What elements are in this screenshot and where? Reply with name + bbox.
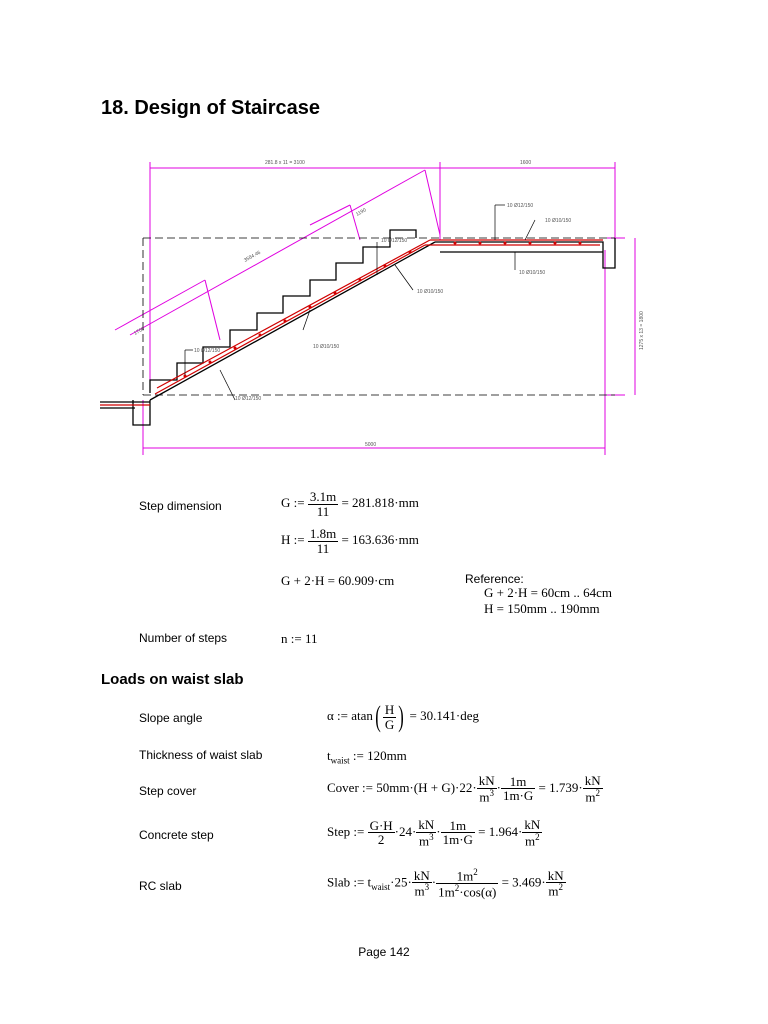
- formula-g-result: = 281.818·mm: [341, 495, 419, 511]
- cover-f1-den: m: [479, 788, 490, 804]
- step-dimension-label: Step dimension: [139, 499, 222, 513]
- dim-right: 1275 x 13 = 1800: [639, 311, 645, 350]
- page-title: 18. Design of Staircase: [101, 97, 320, 119]
- slab-f2-den-exp: 2: [454, 882, 460, 893]
- dim-top-left: 281.8 x 11 = 3100: [265, 160, 305, 166]
- step-frac-1: [416, 818, 436, 848]
- rebar-label: 10 Ø10/150: [545, 218, 572, 224]
- formula-g-lhs: G :=: [281, 495, 305, 511]
- thickness-formula: [327, 748, 407, 766]
- cover-result: = 1.739·: [538, 779, 583, 795]
- step-f0-num: G·H: [369, 817, 393, 833]
- slab-f2-num-exp: 2: [473, 867, 478, 877]
- step-f1-den: m: [418, 832, 430, 848]
- cover-f1-num: kN: [478, 773, 495, 788]
- concrete-step-formula: Step := $\frac{G\cdot H}{2}$ ·24· $\frac{kN}{m^3}$ · $\frac{1m}{1m\cdot G}$ = 1.964· $\frac{kN}{m^2}$: [327, 817, 541, 848]
- step-cover-label: Step cover: [139, 784, 197, 798]
- dim-slope-a: 1700: [133, 326, 146, 337]
- step-r-num: kN: [524, 817, 541, 832]
- step-f2-num: 1m: [441, 819, 475, 834]
- step-r-den: m: [524, 832, 536, 848]
- slope-label: Slope angle: [139, 711, 203, 725]
- slab-f2-den: 1m: [438, 884, 455, 900]
- slab-f1-exp: 3: [424, 882, 430, 893]
- cover-r-den: m: [585, 788, 596, 804]
- rc-slab-formula: Slab := $t_{waist}\cdot 25\cdot$ $\frac{kN}{m^3}$ · $\frac{1m^2}{1m^2\cdot\cos(\alpha)}$ = 3.469· $\frac{kN}{m^2}$: [327, 867, 564, 900]
- rebar-label: 10 Ø10/150: [313, 344, 340, 350]
- reference-line-2: H = 150mm .. 190mm: [484, 601, 600, 616]
- cover-result-unit: [583, 774, 603, 804]
- step-cover-formula: Cover := 50mm·(H + G)·22· $\frac{kN}{m^3}$ · $\frac{1m}{1m\cdot G}$ = 1.739· $\frac{kN}{m^2}$: [327, 773, 601, 804]
- cover-frac-1: [477, 774, 497, 804]
- paren-close: ): [398, 700, 405, 733]
- reference-line-1: G + 2·H = 60cm .. 64cm: [484, 585, 613, 600]
- formula-g-fraction: [308, 490, 338, 518]
- formula-h-result: = 163.636·mm: [341, 532, 419, 548]
- thickness-sub: waist: [330, 755, 350, 766]
- thickness-rhs: := 120mm: [352, 748, 407, 763]
- slab-lhs: Slab := t: [327, 874, 372, 890]
- slab-frac-2: [436, 868, 498, 899]
- cover-r-exp: 2: [595, 787, 600, 798]
- concrete-step-label: Concrete step: [139, 828, 214, 842]
- cover-f2-den: 1m·G: [502, 788, 534, 804]
- slab-sub: waist: [371, 882, 391, 893]
- step-result: = 1.964·: [478, 823, 523, 839]
- slab-r-num: kN: [547, 867, 564, 883]
- slope-lhs: α := atan: [327, 707, 373, 723]
- step-frac-0: [368, 819, 395, 847]
- cover-f1-exp: 3: [489, 787, 494, 798]
- step-f0-den: 2: [377, 832, 385, 848]
- formula-h-num: 1.8m: [309, 526, 337, 541]
- cover-lhs: Cover := 50mm·(H + G)·22·: [327, 779, 477, 795]
- slab-result: = 3.469·: [501, 874, 546, 890]
- step-lhs: Step :=: [327, 823, 365, 839]
- rebar-label: 10 Ø10/150: [519, 270, 546, 276]
- slab-mid: ·25·: [390, 874, 412, 890]
- formula-h-fraction: [308, 527, 338, 555]
- slab-f1-den: m: [414, 883, 425, 899]
- slab-f2-num: 1m: [456, 868, 474, 884]
- dim-slope-long: 3584.46: [243, 249, 262, 264]
- steps-label: Number of steps: [139, 631, 228, 645]
- slab-r-exp: 2: [558, 882, 564, 893]
- staircase-drawing: [95, 150, 645, 460]
- step-r-exp: 2: [535, 831, 540, 842]
- slope-den: G: [384, 716, 395, 732]
- paren-open: (: [375, 700, 381, 733]
- rc-slab-label: RC slab: [139, 879, 182, 893]
- formula-g-den: 11: [316, 503, 330, 519]
- step-result-unit: [522, 818, 542, 848]
- cover-f2-num: 1m: [501, 775, 535, 790]
- slope-result: = 30.141·deg: [409, 707, 479, 723]
- slab-f1-num: kN: [413, 867, 430, 883]
- rebar-label: 10 Ø10/150: [417, 289, 444, 295]
- formula-h-lhs: H :=: [281, 532, 305, 548]
- formula-h-den: 11: [316, 540, 330, 556]
- rebar-label: 10 Ø12/150: [235, 396, 262, 402]
- rebar-label: 10 Ø12/150: [381, 238, 408, 244]
- steps-expr: n := 11: [281, 631, 318, 646]
- slab-frac-1: [412, 869, 432, 899]
- slab-r-den: m: [548, 883, 559, 899]
- dim-bottom: 5000: [365, 442, 377, 448]
- dim-top-right: 1600: [520, 160, 532, 166]
- cover-r-num: kN: [584, 773, 601, 788]
- slope-formula: [327, 702, 479, 732]
- step-f2-den: 1m·G: [442, 832, 473, 848]
- step-frac-2: [441, 819, 475, 847]
- reference-label: Reference:: [465, 572, 524, 586]
- slab-result-unit: [546, 869, 566, 899]
- thickness-t: t: [327, 748, 331, 763]
- slab-f2-den-tail: ·cos(α): [459, 884, 497, 900]
- formula-h: [281, 527, 419, 555]
- rebar-label: 10 Ø12/150: [507, 203, 534, 209]
- slope-fraction: [383, 703, 396, 731]
- dim-slope-b: 1190: [355, 207, 368, 218]
- step-f1-exp: 3: [429, 831, 434, 842]
- thickness-label: Thickness of waist slab: [139, 748, 263, 762]
- page-number: Page 142: [358, 945, 410, 959]
- loads-heading: Loads on waist slab: [101, 671, 244, 688]
- cover-frac-2: [501, 775, 535, 803]
- step-f1-num: kN: [418, 817, 435, 832]
- formula-sum: G + 2·H = 60.909·cm: [281, 573, 395, 588]
- rebar-label: 10 Ø12/150: [194, 348, 221, 354]
- formula-g: [281, 490, 419, 518]
- slope-num: H: [384, 701, 395, 717]
- step-mid: ·24·: [394, 823, 417, 839]
- formula-g-num: 3.1m: [309, 489, 337, 504]
